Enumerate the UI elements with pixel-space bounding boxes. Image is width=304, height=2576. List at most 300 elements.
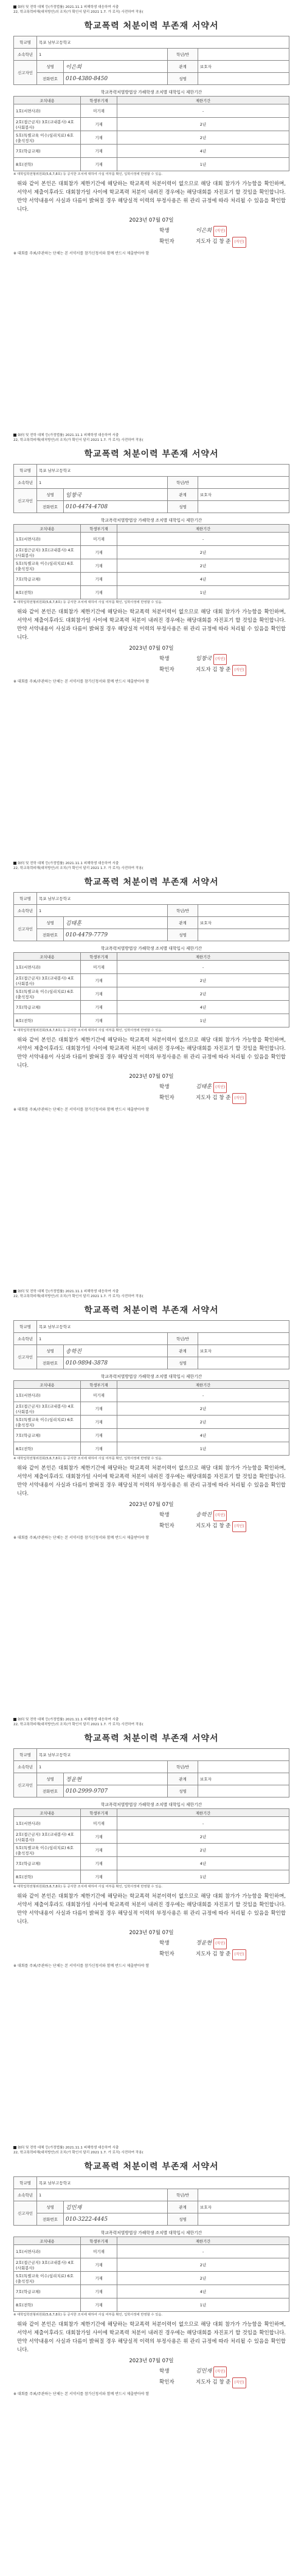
form-title: 학교폭력 처분이력 부존재 서약서 bbox=[84, 1306, 219, 1315]
class-label: 학년/반 bbox=[168, 1333, 198, 1345]
measure-limit: - bbox=[117, 104, 289, 118]
measure-limit: 2년 bbox=[117, 2272, 289, 2285]
student-name bbox=[64, 1773, 168, 1785]
measure-name: 7호(학급교체) bbox=[14, 1429, 81, 1442]
record-col-header: 학생부기재 bbox=[81, 953, 117, 961]
measure-record: 기재 bbox=[81, 987, 117, 1001]
phone-handwritten: 010-4479-7779 bbox=[66, 932, 108, 938]
header-line-2: 22, 학교폭력피해(대처방안)의 조치(가 확인서 달리 2021 1.7. 가 로직) 사전하여 작용( bbox=[13, 10, 143, 14]
measure-limit: 4년 bbox=[117, 573, 289, 586]
measure-row bbox=[14, 533, 289, 546]
phone-handwritten: 010-4380-8450 bbox=[66, 75, 108, 82]
school-value: 목포 남부고등학교 bbox=[37, 36, 289, 49]
measures-heading: 학교폭력처벌방법상 가해학생 조치별 대학입시 제한기간 bbox=[100, 946, 202, 951]
phone-label: 전화번호 bbox=[37, 501, 64, 513]
form-header bbox=[13, 2145, 289, 2155]
grade-label: 소속학년 bbox=[14, 477, 37, 489]
grade-value: 1 bbox=[37, 477, 168, 489]
signature-cell bbox=[198, 929, 289, 941]
relation-value: 보호자 bbox=[198, 2201, 289, 2213]
measure-record: 미기재 bbox=[81, 1389, 117, 1402]
measure-row bbox=[14, 974, 289, 987]
measure-row bbox=[14, 1416, 289, 1429]
phone-label: 전화번호 bbox=[37, 1357, 64, 1369]
measure-col-header: 조치내용 bbox=[14, 1381, 81, 1389]
grade-value: 1 bbox=[37, 2189, 168, 2201]
measure-row bbox=[14, 1442, 289, 1456]
header-line-1: 如何 및 전학 대체 등(가정법률) 2021.11.1 피해학생 대응하여 서출 bbox=[18, 1718, 119, 1722]
limit-col-header: 제한기간 bbox=[117, 1381, 289, 1389]
measure-row bbox=[14, 104, 289, 118]
pledge-date: 2023년 07월 07일 bbox=[129, 1502, 174, 1508]
confirmer-label: 확인자 bbox=[159, 667, 174, 673]
relation-label: 관계 bbox=[168, 917, 198, 929]
applicant-label: 신고자인 bbox=[14, 917, 37, 941]
table-note: ※ 대학입학전형위원회(5,6,7,8호) 등 공식한 조치에 대하여 사실 여부를 확인, 입학사정에 반영할 수 있음. bbox=[13, 601, 163, 604]
measure-limit: 1년 bbox=[117, 2298, 289, 2312]
signature-label: 성명 bbox=[168, 929, 198, 941]
principal-stamp: (직인) bbox=[232, 1949, 246, 1960]
student-name-handwritten: 정윤현 bbox=[66, 1777, 82, 1783]
measure-col-header: 조치내용 bbox=[14, 1809, 81, 1817]
measure-limit: 2년 bbox=[117, 131, 289, 145]
name-label: 성명 bbox=[37, 61, 64, 73]
measure-record: 미기재 bbox=[81, 961, 117, 974]
school-label: 학교명 bbox=[14, 893, 37, 905]
school-value: 목포 남부고등학교 bbox=[37, 1749, 289, 1761]
phone-label: 전화번호 bbox=[37, 2213, 64, 2226]
class-value bbox=[198, 49, 289, 61]
measure-record: 기재 bbox=[81, 586, 117, 599]
measure-record: 기재 bbox=[81, 2285, 117, 2298]
principal-name: 지도자 김 창 준 bbox=[196, 239, 231, 245]
measure-row bbox=[14, 2258, 289, 2272]
form-title: 학교폭력 처분이력 부존재 서약서 bbox=[84, 2162, 219, 2172]
measures-table bbox=[13, 524, 289, 599]
measure-record: 기재 bbox=[81, 118, 117, 131]
pledge-body: 위와 같이 본인은 대회참가 제한기간에 해당하는 학교폭력 처분이력이 없으므로 해당 대회 참가가 가능함을 확인하며, 서약서 제출이후라도 대회참가일 사이에 학교폭력 처분이 내려진 경우에는 해당대회를 자진포기 할 것임을 확인합니다. 만약 서약내용이 사실과 다름이 밝혀질 경우 해당실적 이력의 부정사용은 위 관리 규정에 따라 처리될 수 있음을 확인합니다. bbox=[17, 1893, 286, 1925]
student-stamp: (직인) bbox=[213, 226, 227, 237]
measure-name: 8호(전학) bbox=[14, 1442, 81, 1456]
measure-record: 기재 bbox=[81, 145, 117, 158]
school-label: 학교명 bbox=[14, 2177, 37, 2189]
measures-table bbox=[13, 96, 289, 171]
name-label: 성명 bbox=[37, 917, 64, 929]
table-note: ※ 대학입학전형위원회(5,6,7,8호) 등 공식한 조치에 대하여 사실 여부를 확인, 입학사정에 반영할 수 있음. bbox=[13, 1029, 163, 1032]
pledge-date: 2023년 07월 07일 bbox=[129, 217, 174, 223]
student-name bbox=[64, 489, 168, 501]
class-label: 학년/반 bbox=[168, 477, 198, 489]
form-header bbox=[13, 1717, 289, 1727]
bullet-icon bbox=[13, 862, 16, 865]
measure-row bbox=[14, 1870, 289, 1884]
student-signature: 김민재 bbox=[196, 2368, 212, 2374]
measure-record: 기재 bbox=[81, 131, 117, 145]
pledge-page bbox=[13, 2145, 289, 2562]
class-value bbox=[198, 905, 289, 917]
measure-record: 미기재 bbox=[81, 104, 117, 118]
measure-limit: 2년 bbox=[117, 987, 289, 1001]
form-footer: ※ 대회를 주최/주관하는 단체는 본 서약서를 참가신청서와 함께 반드시 제출받아야 함 bbox=[13, 1964, 150, 1968]
form-header bbox=[13, 433, 289, 443]
pledge-body: 위와 같이 본인은 대회참가 제한기간에 해당하는 학교폭력 처분이력이 없으므로 해당 대회 참가가 가능함을 확인하며, 서약서 제출이후라도 대회참가일 사이에 학교폭력 처분이 내려진 경우에는 해당대회를 자진포기 할 것임을 확인합니다. 만약 서약내용이 사실과 다름이 밝혀질 경우 해당실적 이력의 부정사용은 위 관리 규정에 따라 처리될 수 있음을 확인합니다. bbox=[17, 2322, 286, 2353]
applicant-label: 신고자인 bbox=[14, 489, 37, 513]
measure-name: 5호(특별교육 이수/심리치료) 6호(출석정지) bbox=[14, 559, 81, 573]
measure-record: 기재 bbox=[81, 1442, 117, 1456]
grade-label: 소속학년 bbox=[14, 49, 37, 61]
school-label: 학교명 bbox=[14, 36, 37, 49]
header-line-1: 如何 및 전학 대체 등(가정법률) 2021.11.1 피해학생 대응하여 서출 bbox=[18, 862, 119, 865]
signature-block bbox=[159, 1082, 289, 1104]
confirmer-label: 확인자 bbox=[159, 1523, 174, 1529]
measure-record: 기재 bbox=[81, 158, 117, 171]
measure-limit: 1년 bbox=[117, 1870, 289, 1884]
student-signature: 이은희 bbox=[196, 228, 212, 234]
header-line-1: 如何 및 전학 대체 등(가정법률) 2021.11.1 피해학생 대응하여 서출 bbox=[18, 434, 119, 437]
measure-row bbox=[14, 1429, 289, 1442]
form-title: 학교폭력 처분이력 부존재 서약서 bbox=[84, 449, 219, 459]
measure-record: 기재 bbox=[81, 546, 117, 559]
measure-limit: 4년 bbox=[117, 1857, 289, 1870]
header-line-2: 22, 학교폭력피해(대처방안)의 조치(가 확인서 달리 2021 1.7. 가 로직) 사전하여 작용( bbox=[13, 1723, 143, 1726]
pledge-page bbox=[13, 1717, 289, 2134]
measure-name: 5호(특별교육 이수/심리치료) 6호(출석정지) bbox=[14, 1416, 81, 1429]
measure-record: 기재 bbox=[81, 1857, 117, 1870]
name-label: 성명 bbox=[37, 489, 64, 501]
measure-name: 1호(서면사과) bbox=[14, 533, 81, 546]
phone-handwritten: 010-2999-9707 bbox=[66, 1788, 108, 1794]
record-col-header: 학생부기재 bbox=[81, 1381, 117, 1389]
form-footer: ※ 대회를 주최/주관하는 단체는 본 서약서를 참가신청서와 함께 반드시 제출받아야 함 bbox=[13, 251, 150, 256]
school-label: 학교명 bbox=[14, 1749, 37, 1761]
measure-limit: 2년 bbox=[117, 559, 289, 573]
measure-row bbox=[14, 1014, 289, 1027]
measure-record: 기재 bbox=[81, 1429, 117, 1442]
relation-value: 보호자 bbox=[198, 1345, 289, 1357]
phone-handwritten: 010-3222-4445 bbox=[66, 2216, 108, 2223]
table-note: ※ 대학입학전형위원회(5,6,7,8호) 등 공식한 조치에 대하여 사실 여부를 확인, 입학사정에 반영할 수 있음. bbox=[13, 2313, 163, 2317]
header-line-2: 22, 학교폭력피해(대처방안)의 조치(가 확인서 달리 2021 1.7. 가 로직) 사전하여 작용( bbox=[13, 867, 143, 870]
measure-name: 8호(전학) bbox=[14, 1014, 81, 1027]
measures-table bbox=[13, 1808, 289, 1884]
student-name-handwritten: 김민재 bbox=[66, 2205, 82, 2211]
measure-row bbox=[14, 573, 289, 586]
student-info-table bbox=[13, 892, 289, 941]
measure-limit: 4년 bbox=[117, 2285, 289, 2298]
name-label: 성명 bbox=[37, 1345, 64, 1357]
relation-label: 관계 bbox=[168, 489, 198, 501]
student-info-table bbox=[13, 36, 289, 85]
measure-row bbox=[14, 2245, 289, 2258]
signature-cell bbox=[198, 2213, 289, 2226]
relation-value: 보호자 bbox=[198, 917, 289, 929]
measure-name: 1호(서면사과) bbox=[14, 2245, 81, 2258]
measure-row bbox=[14, 961, 289, 974]
class-label: 학년/반 bbox=[168, 905, 198, 917]
signature-block bbox=[159, 1938, 289, 1960]
measure-row bbox=[14, 2298, 289, 2312]
measure-name: 2호(접근금지) 3호(교내봉사) 4호(사회봉사) bbox=[14, 1830, 81, 1844]
grade-label: 소속학년 bbox=[14, 1761, 37, 1773]
applicant-label: 신고자인 bbox=[14, 2201, 37, 2226]
measure-row bbox=[14, 1389, 289, 1402]
student-stamp: (직인) bbox=[213, 1938, 227, 1949]
measure-name: 2호(접근금지) 3호(교내봉사) 4호(사회봉사) bbox=[14, 546, 81, 559]
class-value bbox=[198, 1333, 289, 1345]
measure-row bbox=[14, 145, 289, 158]
pledge-date: 2023년 07월 07일 bbox=[129, 2358, 174, 2364]
header-line-1: 如何 및 전학 대체 등(가정법률) 2021.11.1 피해학생 대응하여 서출 bbox=[18, 1290, 119, 1293]
form-header bbox=[13, 1289, 289, 1299]
grade-value: 1 bbox=[37, 1333, 168, 1345]
class-value bbox=[198, 2189, 289, 2201]
pledge-date: 2023년 07월 07일 bbox=[129, 1930, 174, 1936]
measure-limit: - bbox=[117, 1389, 289, 1402]
measure-row bbox=[14, 546, 289, 559]
bullet-icon bbox=[13, 1718, 16, 1721]
measures-table bbox=[13, 1380, 289, 1456]
principal-name: 지도자 김 창 준 bbox=[196, 2379, 231, 2385]
confirmer-label: 확인자 bbox=[159, 239, 174, 245]
measure-limit: - bbox=[117, 533, 289, 546]
measures-heading: 학교폭력처벌방법상 가해학생 조치별 대학입시 제한기간 bbox=[100, 518, 202, 523]
relation-label: 관계 bbox=[168, 1773, 198, 1785]
student-name-handwritten: 임창국 bbox=[66, 492, 82, 499]
measure-row bbox=[14, 158, 289, 171]
signature-block bbox=[159, 226, 289, 248]
measure-record: 기재 bbox=[81, 974, 117, 987]
student-sign-label: 학생 bbox=[159, 228, 170, 234]
form-title: 학교폭력 처분이력 부존재 서약서 bbox=[84, 21, 219, 31]
student-stamp: (직인) bbox=[213, 654, 227, 665]
class-label: 학년/반 bbox=[168, 1761, 198, 1773]
pledge-date: 2023년 07월 07일 bbox=[129, 646, 174, 652]
phone-value bbox=[64, 2213, 168, 2226]
student-sign-label: 학생 bbox=[159, 1512, 170, 1518]
measure-name: 7호(학급교체) bbox=[14, 1001, 81, 1014]
class-value bbox=[198, 477, 289, 489]
measure-record: 기재 bbox=[81, 2258, 117, 2272]
grade-value: 1 bbox=[37, 905, 168, 917]
school-label: 학교명 bbox=[14, 465, 37, 477]
signature-label: 성명 bbox=[168, 1785, 198, 1797]
table-note: ※ 대학입학전형위원회(5,6,7,8호) 등 공식한 조치에 대하여 사실 여부를 확인, 입학사정에 반영할 수 있음. bbox=[13, 1457, 163, 1460]
confirmer-label: 확인자 bbox=[159, 1095, 174, 1101]
principal-name: 지도자 김 창 준 bbox=[196, 667, 231, 673]
student-name bbox=[64, 2201, 168, 2213]
measure-record: 기재 bbox=[81, 2298, 117, 2312]
class-label: 학년/반 bbox=[168, 2189, 198, 2201]
student-info-table bbox=[13, 1320, 289, 1369]
phone-value bbox=[64, 1357, 168, 1369]
pledge-body: 위와 같이 본인은 대회참가 제한기간에 해당하는 학교폭력 처분이력이 없으므로 해당 대회 참가가 가능함을 확인하며, 서약서 제출이후라도 대회참가일 사이에 학교폭력 처분이 내려진 경우에는 해당대회를 자진포기 할 것임을 확인합니다. 만약 서약내용이 사실과 다름이 밝혀질 경우 해당실적 이력의 부정사용은 위 관리 규정에 따라 처리될 수 있음을 확인합니다. bbox=[17, 1037, 286, 1069]
measure-name: 8호(전학) bbox=[14, 586, 81, 599]
measure-row bbox=[14, 586, 289, 599]
measure-limit: 4년 bbox=[117, 1429, 289, 1442]
grade-value: 1 bbox=[37, 49, 168, 61]
measure-record: 미기재 bbox=[81, 1817, 117, 1830]
table-note: ※ 대학입학전형위원회(5,6,7,8호) 등 공식한 조치에 대하여 사실 여부를 확인, 입학사정에 반영할 수 있음. bbox=[13, 172, 163, 176]
measure-row bbox=[14, 1402, 289, 1416]
pledge-date: 2023년 07월 07일 bbox=[129, 1074, 174, 1080]
signature-label: 성명 bbox=[168, 501, 198, 513]
measure-name: 8호(전학) bbox=[14, 2298, 81, 2312]
student-stamp: (직인) bbox=[213, 1082, 227, 1093]
measure-limit: 2년 bbox=[117, 1844, 289, 1857]
form-title: 학교폭력 처분이력 부존재 서약서 bbox=[84, 1734, 219, 1743]
phone-handwritten: 010-9894-3878 bbox=[66, 1360, 108, 1366]
measure-name: 2호(접근금지) 3호(교내봉사) 4호(사회봉사) bbox=[14, 1402, 81, 1416]
signature-cell bbox=[198, 501, 289, 513]
measure-row bbox=[14, 1001, 289, 1014]
measure-record: 기재 bbox=[81, 1830, 117, 1844]
student-name bbox=[64, 1345, 168, 1357]
student-signature: 임창국 bbox=[196, 656, 212, 662]
applicant-label: 신고자인 bbox=[14, 61, 37, 85]
form-header bbox=[13, 5, 289, 15]
measure-record: 기재 bbox=[81, 1014, 117, 1027]
phone-label: 전화번호 bbox=[37, 73, 64, 85]
measure-limit: 4년 bbox=[117, 1001, 289, 1014]
pledge-page bbox=[13, 433, 289, 850]
class-label: 학년/반 bbox=[168, 49, 198, 61]
measure-row bbox=[14, 1857, 289, 1870]
form-footer: ※ 대회를 주최/주관하는 단체는 본 서약서를 참가신청서와 함께 반드시 제출받아야 함 bbox=[13, 1108, 150, 1112]
header-line-2: 22, 학교폭력피해(대처방안)의 조치(가 확인서 달리 2021 1.7. 가 로직) 사전하여 작용( bbox=[13, 438, 143, 442]
bullet-icon bbox=[13, 434, 16, 437]
measure-limit: 2년 bbox=[117, 974, 289, 987]
pledge-body: 위와 같이 본인은 대회참가 제한기간에 해당하는 학교폭력 처분이력이 없으므로 해당 대회 참가가 가능함을 확인하며, 서약서 제출이후라도 대회참가일 사이에 학교폭력 처분이 내려진 경우에는 해당대회를 자진포기 할 것임을 확인합니다. 만약 서약내용이 사실과 다름이 밝혀질 경우 해당실적 이력의 부정사용은 위 관리 규정에 따라 처리될 수 있음을 확인합니다. bbox=[17, 1465, 286, 1497]
student-signature: 김태훈 bbox=[196, 1084, 212, 1090]
measure-record: 미기재 bbox=[81, 2245, 117, 2258]
limit-col-header: 제한기간 bbox=[117, 1809, 289, 1817]
signature-cell bbox=[198, 1785, 289, 1797]
measure-row bbox=[14, 118, 289, 131]
form-footer: ※ 대회를 주최/주관하는 단체는 본 서약서를 참가신청서와 함께 반드시 제출받아야 함 bbox=[13, 2392, 150, 2396]
school-label: 학교명 bbox=[14, 1321, 37, 1333]
name-label: 성명 bbox=[37, 2201, 64, 2213]
measure-record: 기재 bbox=[81, 1416, 117, 1429]
principal-name: 지도자 김 창 준 bbox=[196, 1951, 231, 1957]
pledge-page bbox=[13, 5, 289, 421]
student-info-table bbox=[13, 1748, 289, 1797]
measure-row bbox=[14, 2272, 289, 2285]
student-name bbox=[64, 61, 168, 73]
measure-col-header: 조치내용 bbox=[14, 97, 81, 104]
measure-col-header: 조치내용 bbox=[14, 525, 81, 533]
confirmer-label: 확인자 bbox=[159, 2379, 174, 2385]
measures-heading: 학교폭력처벌방법상 가해학생 조치별 대학입시 제한기간 bbox=[100, 1802, 202, 1807]
student-stamp: (직인) bbox=[213, 2366, 227, 2377]
bullet-icon bbox=[13, 1290, 16, 1293]
student-name-handwritten: 송학진 bbox=[66, 1349, 82, 1355]
principal-stamp: (직인) bbox=[232, 1093, 246, 1104]
measure-record: 기재 bbox=[81, 1402, 117, 1416]
measure-name: 1호(서면사과) bbox=[14, 1817, 81, 1830]
measure-name: 2호(접근금지) 3호(교내봉사) 4호(사회봉사) bbox=[14, 974, 81, 987]
signature-label: 성명 bbox=[168, 73, 198, 85]
student-name-handwritten: 이은희 bbox=[66, 64, 82, 70]
header-line-1: 如何 및 전학 대체 등(가정법률) 2021.11.1 피해학생 대응하여 서출 bbox=[18, 2146, 119, 2150]
measure-name: 8호(전학) bbox=[14, 1870, 81, 1884]
student-info-table bbox=[13, 464, 289, 513]
limit-col-header: 제한기간 bbox=[117, 97, 289, 104]
student-sign-label: 학생 bbox=[159, 1940, 170, 1946]
record-col-header: 학생부기재 bbox=[81, 2237, 117, 2245]
relation-label: 관계 bbox=[168, 2201, 198, 2213]
phone-value bbox=[64, 929, 168, 941]
student-sign-label: 학생 bbox=[159, 1084, 170, 1090]
measure-limit: 1년 bbox=[117, 1442, 289, 1456]
pledge-body: 위와 같이 본인은 대회참가 제한기간에 해당하는 학교폭력 처분이력이 없으므로 해당 대회 참가가 가능함을 확인하며, 서약서 제출이후라도 대회참가일 사이에 학교폭력 처분이 내려진 경우에는 해당대회를 자진포기 할 것임을 확인합니다. 만약 서약내용이 사실과 다름이 밝혀질 경우 해당실적 이력의 부정사용은 위 관리 규정에 따라 처리될 수 있음을 확인합니다. bbox=[17, 609, 286, 641]
measure-name: 1호(서면사과) bbox=[14, 961, 81, 974]
school-value: 목포 남부고등학교 bbox=[37, 893, 289, 905]
phone-handwritten: 010-4474-4708 bbox=[66, 503, 108, 510]
relation-value: 보호자 bbox=[198, 1773, 289, 1785]
student-signature: 정윤현 bbox=[196, 1940, 212, 1946]
measures-heading: 학교폭력처벌방법상 가해학생 조치별 대학입시 제한기간 bbox=[100, 90, 202, 95]
measure-record: 기재 bbox=[81, 1870, 117, 1884]
pledge-page bbox=[13, 1289, 289, 1706]
measure-name: 5호(특별교육 이수/심리치료) 6호(출석정지) bbox=[14, 131, 81, 145]
phone-value bbox=[64, 73, 168, 85]
principal-stamp: (직인) bbox=[232, 237, 246, 248]
limit-col-header: 제한기간 bbox=[117, 2237, 289, 2245]
form-header bbox=[13, 861, 289, 871]
table-note: ※ 대학입학전형위원회(5,6,7,8호) 등 공식한 조치에 대하여 사실 여부를 확인, 입학사정에 반영할 수 있음. bbox=[13, 1885, 163, 1889]
measure-record: 미기재 bbox=[81, 533, 117, 546]
measure-record: 기재 bbox=[81, 559, 117, 573]
signature-cell bbox=[198, 73, 289, 85]
header-line-2: 22, 학교폭력피해(대처방안)의 조치(가 확인서 달리 2021 1.7. 가 로직) 사전하여 작용( bbox=[13, 2151, 143, 2155]
measures-heading: 학교폭력처벌방법상 가해학생 조치별 대학입시 제한기간 bbox=[100, 2230, 202, 2235]
measure-row bbox=[14, 559, 289, 573]
school-value: 목포 남부고등학교 bbox=[37, 465, 289, 477]
school-value: 목포 남부고등학교 bbox=[37, 2177, 289, 2189]
measure-limit: 2년 bbox=[117, 1830, 289, 1844]
principal-name: 지도자 김 창 준 bbox=[196, 1095, 231, 1101]
student-sign-label: 학생 bbox=[159, 656, 170, 662]
measure-name: 7호(학급교체) bbox=[14, 145, 81, 158]
measure-limit: - bbox=[117, 2245, 289, 2258]
measure-limit: - bbox=[117, 1817, 289, 1830]
school-value: 목포 남부고등학교 bbox=[37, 1321, 289, 1333]
measure-name: 5호(특별교육 이수/심리치료) 6호(출석정지) bbox=[14, 987, 81, 1001]
limit-col-header: 제한기간 bbox=[117, 525, 289, 533]
measure-row bbox=[14, 1817, 289, 1830]
relation-label: 관계 bbox=[168, 1345, 198, 1357]
measure-name: 5호(특별교육 이수/심리치료) 6호(출석정지) bbox=[14, 1844, 81, 1857]
signature-cell bbox=[198, 1357, 289, 1369]
measure-row bbox=[14, 1830, 289, 1844]
record-col-header: 학생부기재 bbox=[81, 1809, 117, 1817]
measure-name: 1호(서면사과) bbox=[14, 1389, 81, 1402]
signature-block bbox=[159, 1510, 289, 1532]
measures-heading: 학교폭력처벌방법상 가해학생 조치별 대학입시 제한기간 bbox=[100, 1374, 202, 1379]
relation-label: 관계 bbox=[168, 61, 198, 73]
measure-limit: 1년 bbox=[117, 1014, 289, 1027]
form-title: 학교폭력 처분이력 부존재 서약서 bbox=[84, 877, 219, 887]
record-col-header: 학생부기재 bbox=[81, 525, 117, 533]
measure-col-header: 조치내용 bbox=[14, 2237, 81, 2245]
measure-limit: 2년 bbox=[117, 1402, 289, 1416]
phone-label: 전화번호 bbox=[37, 1785, 64, 1797]
applicant-label: 신고자인 bbox=[14, 1345, 37, 1369]
measure-name: 7호(학급교체) bbox=[14, 2285, 81, 2298]
measure-limit: 1년 bbox=[117, 586, 289, 599]
measure-record: 기재 bbox=[81, 1001, 117, 1014]
measure-limit: 1년 bbox=[117, 158, 289, 171]
